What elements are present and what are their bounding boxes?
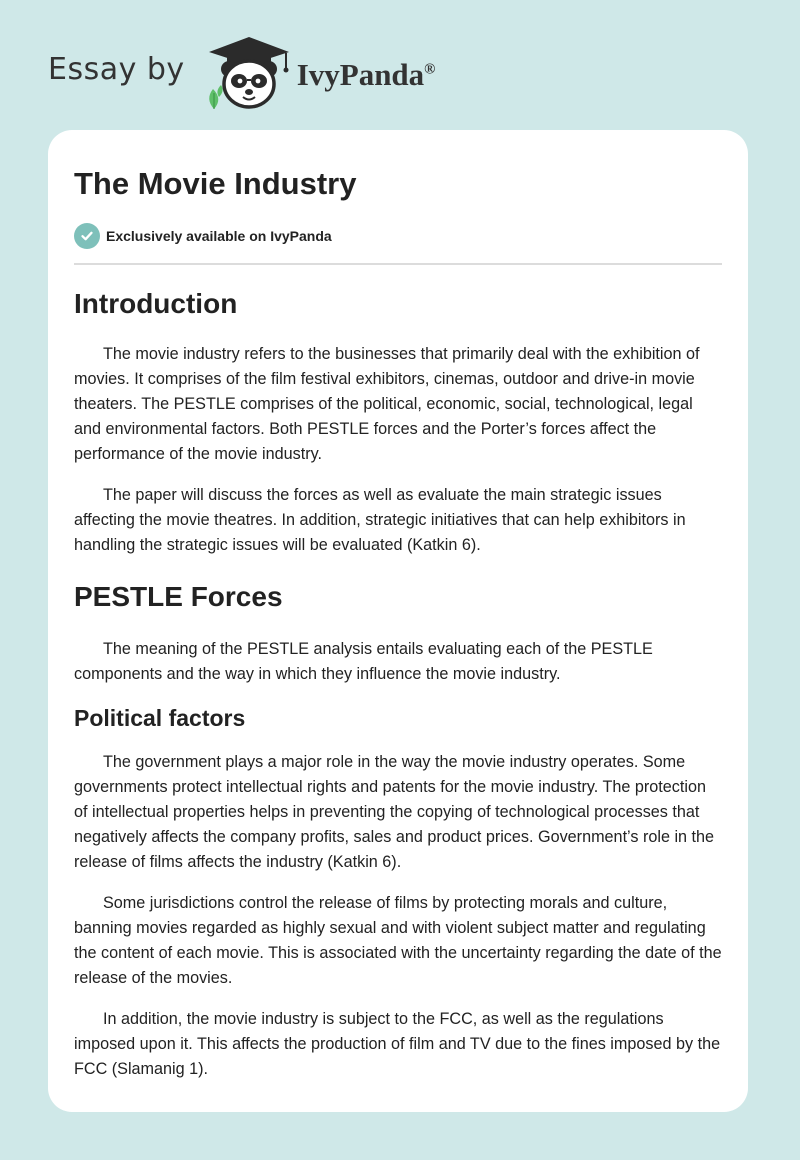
section-political-factors bbox=[74, 703, 722, 1082]
paragraph: The movie industry refers to the businesses that primarily deal with the exhibition of movies. It comprises of the film festival exhibitors, cinemas, outdoor and drive-in movie theaters. The PESTLE comprises of the political, economic, social, technological, legal and environmental factors. Both PESTLE forces and the Porter’s forces affect the performance of the movie industry. bbox=[74, 345, 700, 463]
exclusive-badge bbox=[74, 222, 722, 250]
page-title: The Movie Industry bbox=[74, 166, 357, 201]
section-heading-political: Political factors bbox=[74, 705, 246, 731]
check-circle-icon bbox=[74, 223, 100, 249]
section-heading-introduction: Introduction bbox=[74, 288, 238, 319]
brand-prefix: Essay by bbox=[48, 51, 185, 87]
section-introduction bbox=[74, 287, 722, 558]
section-heading-pestle: PESTLE Forces bbox=[74, 581, 283, 612]
panda-logo-icon[interactable] bbox=[203, 35, 295, 111]
paragraph: In addition, the movie industry is subject to the FCC, as well as the regulations imposed upon it. This affects the production of film and TV due to the fines imposed by the FCC (Slamanig 1). bbox=[74, 1010, 721, 1078]
exclusive-label: Exclusively available on IvyPanda bbox=[106, 228, 332, 244]
paragraph: The meaning of the PESTLE analysis entails evaluating each of the PESTLE components and the way in which they influence the movie industry. bbox=[74, 640, 653, 683]
paragraph: The paper will discuss the forces as well as evaluate the main strategic issues affecting the movie theatres. In addition, strategic initiatives that can help exhibitors in handling the strategic issues will be evaluated (Katkin 6). bbox=[74, 486, 686, 554]
registered-mark: ® bbox=[424, 61, 436, 78]
section-pestle bbox=[74, 580, 722, 687]
divider bbox=[74, 263, 722, 265]
site-header bbox=[48, 38, 435, 108]
brand-name[interactable]: IvyPanda® bbox=[296, 57, 436, 92]
paragraph: The government plays a major role in the way the movie industry operates. Some governments protect intellectual rights and patents for the movie industry. The protection of intellectual properties helps in preventing the copying of technological processes that negatively affects the company profits, sales and product prices. Government’s role in the release of films affects the industry (Katkin 6). bbox=[74, 753, 715, 871]
paragraph: Some jurisdictions control the release of films by protecting morals and culture, banning movies regarded as highly sexual and with violent subject matter and regulating the content of each movie. This is associated with the uncertainty regarding the date of the release of the movies. bbox=[74, 894, 722, 987]
essay-card bbox=[48, 130, 748, 1112]
